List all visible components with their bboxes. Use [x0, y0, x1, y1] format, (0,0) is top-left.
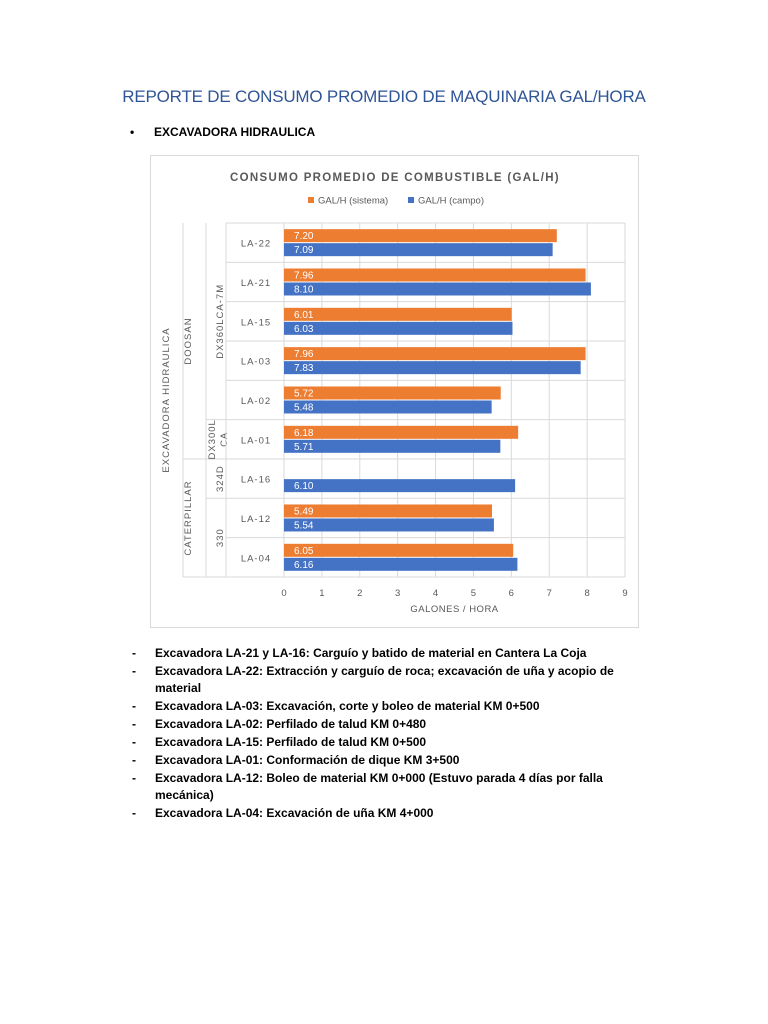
x-tick-label: 9 — [622, 587, 628, 599]
bullet-dot: • — [130, 125, 135, 139]
bar-data-label: 5.48 — [294, 402, 314, 414]
x-tick-label: 6 — [508, 587, 514, 599]
y-category-label: LA-16 — [240, 474, 272, 486]
notes-list — [130, 645, 630, 823]
y-group-model-label: 330 — [215, 528, 226, 548]
y-category-label: LA-04 — [240, 553, 272, 565]
note-item: - Excavadora LA-12: Boleo de material KM 0+000 (Estuvo parada 4 días por falla mecánica) — [130, 770, 630, 804]
y-category-label: LA-12 — [240, 513, 272, 525]
note-item: - Excavadora LA-21 y LA-16: Carguío y batido de material en Cantera La Coja — [130, 645, 630, 662]
chart-title: CONSUMO PROMEDIO DE COMBUSTIBLE (GAL/H) — [230, 172, 560, 184]
section-heading — [130, 125, 315, 139]
chart-canvas — [151, 156, 640, 629]
note-item: - Excavadora LA-22: Extracción y carguío de roca; excavación de uña y acopio de material — [130, 663, 630, 697]
y-category-label: LA-15 — [240, 317, 272, 329]
bar-data-label: 8.10 — [294, 284, 314, 296]
x-axis-title: GALONES / HORA — [410, 603, 499, 615]
bar-data-label: 5.54 — [294, 520, 314, 532]
y-category-label: LA-22 — [240, 238, 272, 250]
bar-campo — [284, 400, 492, 413]
note-item: - Excavadora LA-15: Perfilado de talud KM 0+500 — [130, 734, 630, 751]
x-tick-label: 4 — [432, 587, 439, 599]
bar-data-label: 7.83 — [294, 363, 314, 375]
bar-campo — [284, 440, 500, 453]
y-group-model-label: CA — [219, 431, 230, 447]
x-tick-label: 3 — [395, 587, 401, 599]
y-category-label: LA-01 — [240, 435, 272, 447]
bar-sistema — [284, 268, 586, 281]
x-tick-label: 5 — [470, 587, 477, 599]
y-category-label: LA-02 — [240, 395, 272, 407]
x-tick-label: 2 — [357, 587, 363, 599]
bar-sistema — [284, 347, 586, 360]
bar-data-label: 7.96 — [294, 270, 314, 282]
note-item: - Excavadora LA-02: Perfilado de talud KM 0+480 — [130, 716, 630, 733]
bar-campo — [284, 361, 581, 374]
bar-data-label: 6.05 — [294, 545, 314, 557]
bar-data-label: 6.03 — [294, 323, 314, 335]
bar-campo — [284, 518, 494, 531]
bar-sistema — [284, 229, 557, 242]
y-group-brand-label: DOOSAN — [183, 317, 194, 365]
bar-campo — [284, 322, 512, 335]
y-group-model-label: 324D — [215, 465, 226, 493]
legend-swatch — [308, 197, 314, 203]
bar-campo — [284, 243, 553, 256]
legend-label: GAL/H (campo) — [418, 195, 484, 207]
bar-campo — [284, 558, 517, 571]
bar-sistema — [284, 426, 518, 439]
y-group-brand-label: CATERPILLAR — [183, 480, 194, 556]
bar-data-label: 6.16 — [294, 559, 314, 571]
bar-data-label: 6.01 — [294, 309, 314, 321]
bar-data-label: 5.72 — [294, 388, 314, 400]
document-title: REPORTE DE CONSUMO PROMEDIO DE MAQUINARIA GAL/HORA — [122, 87, 646, 106]
bar-data-label: 5.71 — [294, 441, 314, 453]
x-tick-label: 0 — [281, 587, 287, 599]
y-group-type-label: EXCAVADORA HIDRAULICA — [161, 327, 172, 473]
bar-campo — [284, 282, 591, 295]
bar-data-label: 7.96 — [294, 349, 314, 361]
note-item: - Excavadora LA-01: Conformación de dique KM 3+500 — [130, 752, 630, 769]
note-item: - Excavadora LA-03: Excavación, corte y boleo de material KM 0+500 — [130, 698, 630, 715]
section-heading-text: EXCAVADORA HIDRAULICA — [154, 125, 316, 139]
bar-data-label: 5.49 — [294, 506, 314, 518]
x-tick-label: 7 — [546, 587, 552, 599]
bar-data-label: 6.10 — [294, 481, 314, 493]
x-tick-label: 1 — [319, 587, 325, 599]
legend-swatch — [408, 197, 414, 203]
y-group-model-label: DX300L — [207, 419, 218, 460]
bar-sistema — [284, 386, 501, 399]
y-group-model-label: DX360LCA-7M — [215, 283, 226, 359]
bar-data-label: 6.18 — [294, 427, 314, 439]
bar-sistema — [284, 504, 492, 517]
y-category-label: LA-21 — [240, 277, 272, 289]
y-category-label: LA-03 — [240, 356, 272, 368]
bar-data-label: 7.20 — [294, 231, 314, 243]
bar-campo — [284, 479, 515, 492]
legend-label: GAL/H (sistema) — [318, 195, 389, 207]
bar-data-label: 7.09 — [294, 245, 314, 257]
note-item: - Excavadora LA-04: Excavación de uña KM 4+000 — [130, 805, 630, 822]
fuel-consumption-chart — [150, 155, 639, 628]
x-tick-label: 8 — [584, 587, 590, 599]
bar-sistema — [284, 308, 512, 321]
bar-sistema — [284, 544, 513, 557]
